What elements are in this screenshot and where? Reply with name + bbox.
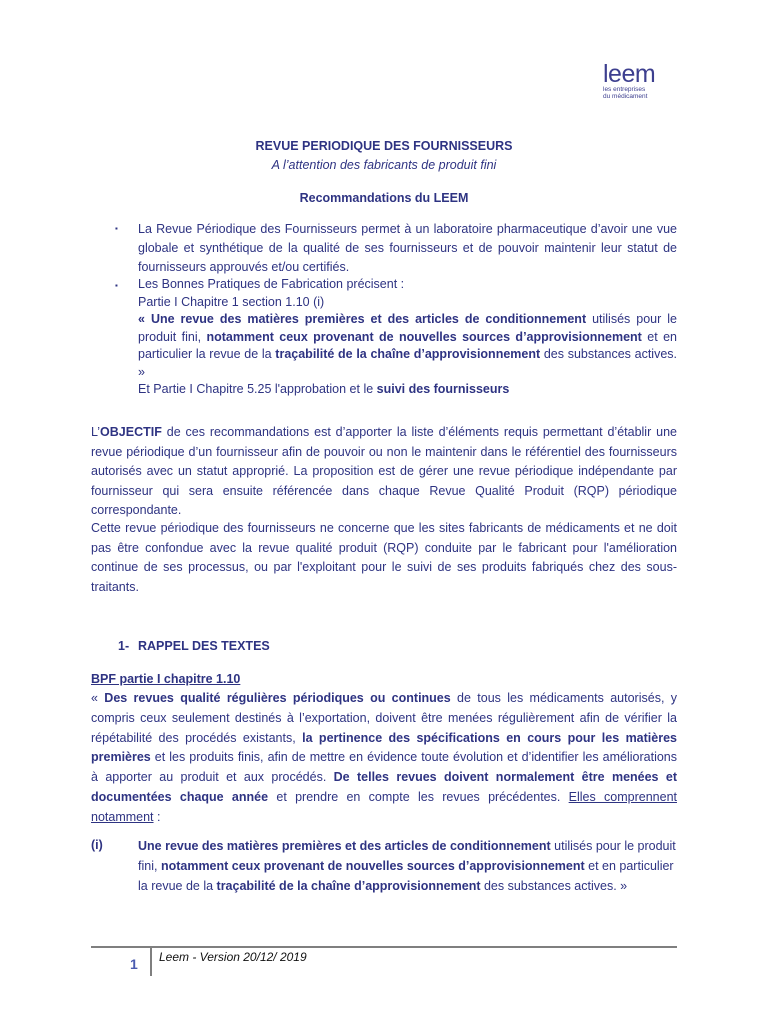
footer-version: Leem - Version 20/12/ 2019 bbox=[159, 950, 307, 964]
item-bold-2: notamment ceux provenant de nouvelles sources d’approvisionnement bbox=[160, 859, 585, 873]
bpf-reference: Partie I Chapitre 1 section 1.10 (i) bbox=[138, 294, 325, 309]
objectif-paragraph bbox=[91, 423, 677, 521]
quote-bold-3: traçabilité de la chaîne d’approvisionnement bbox=[275, 347, 541, 361]
item-text-2: et en particulier la revue de la bbox=[138, 859, 674, 893]
chapter-5-text: Et Partie I Chapitre 5.25 l'approbation et le bbox=[138, 382, 377, 396]
footer-rule bbox=[91, 946, 677, 948]
section-heading: RAPPEL DES TEXTES bbox=[138, 639, 270, 653]
bpf-chapter-5-line bbox=[138, 381, 677, 399]
chapter-5-bold: suivi des fournisseurs bbox=[376, 382, 510, 396]
leem-logo bbox=[603, 62, 673, 100]
bpf-quote bbox=[138, 311, 677, 381]
objectif-keyword: OBJECTIF bbox=[100, 425, 162, 439]
bullet-marker: ▪ bbox=[115, 224, 118, 233]
bullet-marker: ▪ bbox=[115, 281, 118, 290]
item-text-1: utilisés pour le produit fini, bbox=[138, 839, 676, 873]
logo-word: leem bbox=[603, 60, 656, 88]
quote-text-1: utilisés pour le produit fini, bbox=[138, 312, 677, 344]
bpf-underlined: Elles comprennent notamment bbox=[91, 789, 677, 824]
bpf-text-3: et prendre en compte les revues précédentes. bbox=[268, 789, 569, 804]
bpf-bold-2: la pertinence des spécifications en cours pour les matières premières bbox=[91, 730, 677, 765]
bpf-bold-1: Des revues qualité régulières périodiques ou continues bbox=[104, 691, 451, 705]
quote-open: « bbox=[138, 312, 151, 326]
section-number: 1- bbox=[118, 639, 130, 653]
item-bold-1: Une revue des matières premières et des articles de conditionnement bbox=[138, 839, 551, 853]
item-text-3: des substances actives. » bbox=[480, 879, 628, 893]
document-title: REVUE PERIODIQUE DES FOURNISSEURS bbox=[255, 139, 513, 153]
page-number: 1 bbox=[130, 956, 138, 972]
item-bold-3: traçabilité de la chaîne d’approvisionnement bbox=[216, 879, 481, 893]
logo-tagline-2: du médicament bbox=[603, 93, 648, 100]
bpf-text-4: : bbox=[153, 809, 161, 824]
bullet-paragraph-2 bbox=[138, 276, 677, 399]
quote-text-2: et en particulier la revue de la bbox=[138, 329, 677, 361]
scope-paragraph: Cette revue périodique des fournisseurs ne concerne que les sites fabricants de médicaments et ne doit pas être confondue avec la revue qualité produit (RQP) conduite par le fabricant pour l'amélioration continue de ses processus, ou par l'exploitant pour le suivi de ses produits fabriqués chez des sous-traitants. bbox=[91, 521, 677, 594]
bpf-bold-3: De telles revues doivent normalement être menées et documentées chaque année bbox=[91, 770, 677, 804]
objectif-text: de ces recommandations est d’apporter la liste d’éléments requis permettant d’établir une revue périodique d’un fournisseur afin de pouvoir ou non le maintenir dans le référentiel des fournisseurs autorisés avec un statut approprié. La proposition est de gérer une revue périodique indépendante par fournisseur qui sera ensuite référencée dans chaque Revue Qualité Produit (RQP) périodique correspondante. bbox=[91, 425, 677, 517]
bpf-intro: Les Bonnes Pratiques de Fabrication précisent : bbox=[138, 277, 405, 291]
footer-divider bbox=[150, 946, 152, 976]
quote-bold-1: Une revue des matières premières et des articles de conditionnement bbox=[150, 312, 587, 326]
document-subtitle: A l’attention des fabricants de produit fini bbox=[271, 158, 497, 172]
quote-bold-2: notamment ceux provenant de nouvelles sources d’approvisionnement bbox=[206, 329, 642, 344]
item-label: (i) bbox=[91, 838, 103, 852]
quote-text-3: des substances actives. » bbox=[138, 347, 678, 379]
bpf-heading: BPF partie I chapitre 1.10 bbox=[91, 672, 241, 686]
item-i-paragraph bbox=[138, 836, 677, 896]
objectif-prefix: L’ bbox=[91, 425, 101, 439]
bullet-paragraph-1: La Revue Périodique des Fournisseurs permet à un laboratoire pharmaceutique d’avoir une vue globale et synthétique de la qualité de ses fournisseurs et de pouvoir maintenir leur statut de fournisseurs approuvés et/ou certifiés. bbox=[138, 222, 677, 274]
bpf-paragraph bbox=[91, 689, 677, 828]
bpf-text-1: de tous les médicaments autorisés, y compris ceux seulement destinés à l’exportation, doivent être menées régulièrement afin de vérifier la répétabilité des procédés existants, bbox=[91, 691, 677, 745]
bpf-open: « bbox=[91, 691, 105, 705]
logo-tagline-1: les entreprises bbox=[603, 86, 646, 93]
bpf-text-2: et les produits finis, afin de mettre en évidence toute évolution et d’identifier les améliorations à apporter au produit et aux procédés. bbox=[91, 750, 677, 785]
section-title: Recommandations du LEEM bbox=[299, 191, 469, 205]
